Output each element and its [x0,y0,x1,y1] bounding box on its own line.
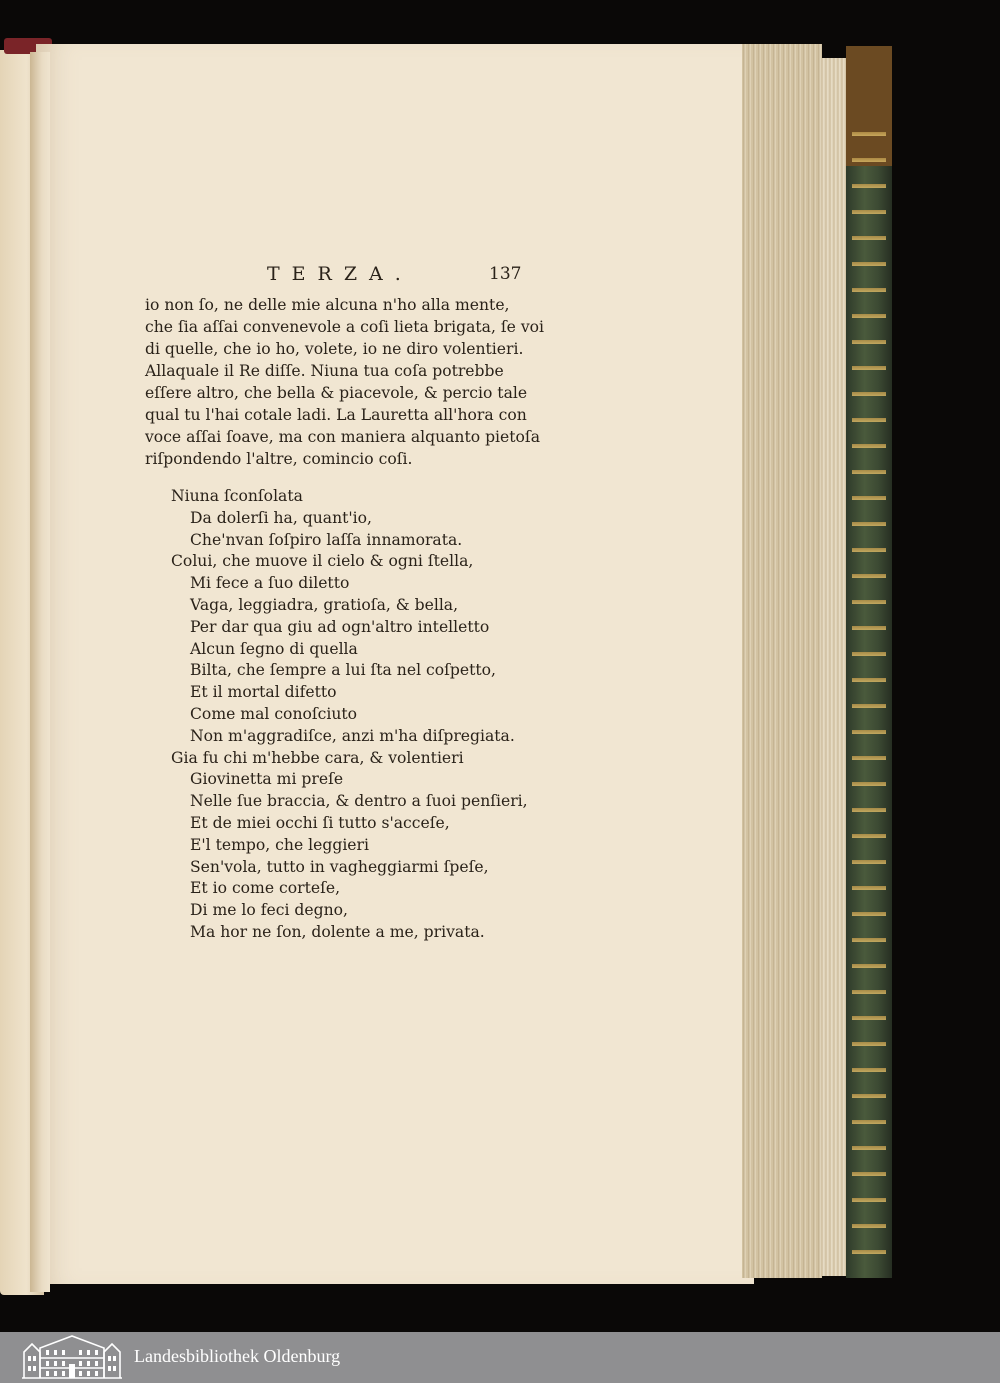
poem-line: Bilta, che ſempre a lui ſta nel coſpetto, [190,661,496,680]
page-edges [742,44,822,1278]
poem-line: Che'nvan ſoſpiro laſſa innamorata. [190,530,463,549]
poem-line: Gia fu chi m'hebbe cara, & volentieri [171,748,464,767]
prose-line: riſpondendo l'altre, comincio coſi. [145,450,413,468]
page-number: 137 [489,264,522,284]
prose-line: eſſere altro, che bella & piacevole, & percio tale [145,384,528,402]
poem-line: Nelle ſue braccia, & dentro a ſuoi penſieri, [190,792,528,811]
poem-line: Come mal conoſciuto [190,704,358,723]
poem-line: Et de miei occhi ſi tutto s'acceſe, [190,813,450,832]
header-title: TERZA. [267,263,413,285]
footer-bar [0,1332,1000,1383]
poem-line: Et io come corteſe, [190,879,341,898]
poem-line: Ma hor ne ſon, dolente a me, privata. [190,922,485,941]
prose-line: voce aſſai ſoave, ma con maniera alquanto pietoſa [145,428,540,446]
prose-block [145,294,545,470]
poem-block [145,486,545,944]
page-edge-strip [820,58,848,1276]
poem-line: Alcun ſegno di quella [190,639,358,658]
prose-line: che ſia aſſai convenevole a coſi lieta brigata, ſe voi [145,318,545,336]
prose-line: di quelle, che io ho, volete, io ne diro volentieri. [145,340,524,358]
poem-line: Non m'aggradiſce, anzi m'ha diſpregiata. [190,726,515,745]
poem-line: Sen'vola, tutto in vagheggiarmi ſpeſe, [190,857,489,876]
poem-line: Mi fece a ſuo diletto [190,574,350,593]
poem-line: Per dar qua giu ad ogn'altro intelletto [190,617,490,636]
poem-line: Giovinetta mi preſe [190,770,344,789]
prose-line: Allaquale il Re diſſe. Niuna tua coſa potrebbe [145,362,504,380]
poem-line: Colui, che muove il cielo & ogni ſtella, [171,552,474,571]
poem-line: Vaga, leggiadra, gratioſa, & bella, [190,595,459,614]
running-header [267,263,547,291]
binding-gold-tooling [852,120,886,1270]
gutter [30,52,50,1292]
poem-line: Da dolerſi ha, quant'io, [190,508,373,527]
prose-line: io non ſo, ne delle mie alcuna n'ho alla mente, [145,296,510,314]
poem-line: E'l tempo, che leggieri [190,835,369,854]
institution-name: Landesbibliothek Oldenburg [134,1346,341,1366]
poem-line: Di me lo feci degno, [190,901,349,920]
prose-line: qual tu l'hai cotale ladi. La Lauretta all'hora con [145,406,527,424]
library-building-icon [22,1334,122,1380]
poem-line: Niuna ſconſolata [171,487,303,505]
poem-line: Et il mortal difetto [190,683,337,702]
